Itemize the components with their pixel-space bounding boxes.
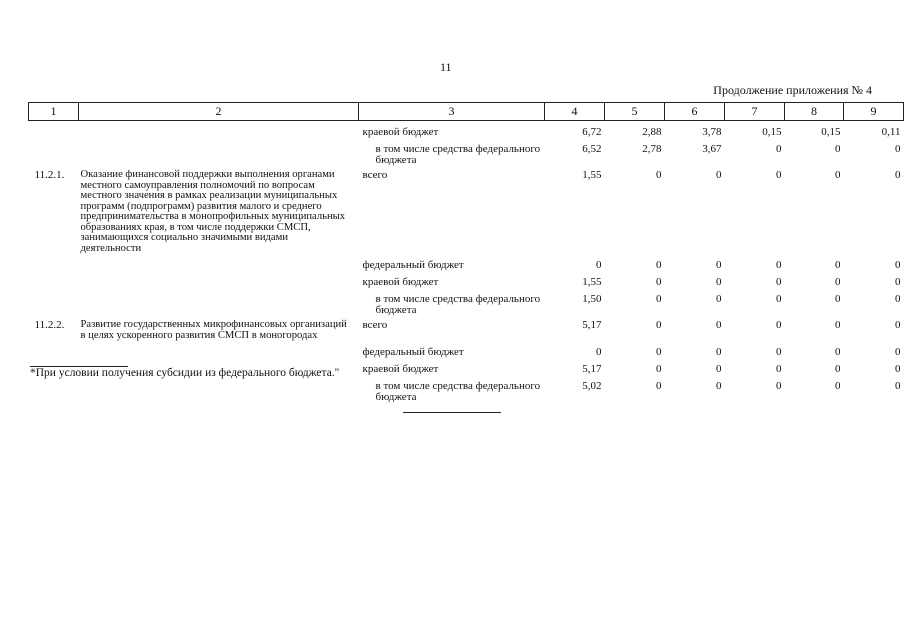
value-cell: 3,67 bbox=[702, 143, 722, 155]
value-cell: 0 bbox=[656, 363, 662, 375]
value-cell: 0 bbox=[776, 319, 782, 331]
table-row bbox=[29, 121, 904, 139]
value-cell: 0 bbox=[656, 293, 662, 305]
value-cell: 0 bbox=[776, 143, 782, 155]
value-cell: 0 bbox=[776, 346, 782, 358]
row-description bbox=[79, 138, 359, 166]
row-description: Развитие государственных микрофинансовых организаций в целях ускоренного развития СМСП в моногородах bbox=[80, 319, 347, 341]
value-cell: 0 bbox=[835, 363, 841, 375]
value-cell: 5,02 bbox=[582, 380, 602, 392]
table-row bbox=[29, 375, 904, 403]
value-cell: 0 bbox=[716, 319, 722, 331]
table-row bbox=[29, 254, 904, 271]
table-body bbox=[29, 121, 904, 404]
row-code: 11.2.2. bbox=[34, 319, 65, 331]
row-description bbox=[79, 254, 359, 271]
funding-source: всего bbox=[362, 169, 388, 181]
value-cell: 0 bbox=[776, 259, 782, 271]
value-cell: 0 bbox=[656, 319, 662, 331]
value-cell: 0 bbox=[716, 380, 722, 392]
funding-source: в том числе средства федерального бюджета bbox=[375, 143, 541, 166]
column-header: 1 bbox=[29, 103, 79, 121]
funding-source: в том числе средства федерального бюджета bbox=[375, 293, 541, 316]
funding-source: федеральный бюджет bbox=[362, 346, 464, 358]
continuation-label: Продолжение приложения № 4 bbox=[713, 83, 872, 97]
value-cell: 0 bbox=[656, 169, 662, 181]
value-cell: 0 bbox=[835, 293, 841, 305]
value-cell: 0 bbox=[895, 293, 901, 305]
column-header: 9 bbox=[844, 103, 904, 121]
value-cell: 0 bbox=[656, 259, 662, 271]
value-cell: 2,78 bbox=[642, 143, 662, 155]
column-header: 7 bbox=[725, 103, 785, 121]
value-cell: 0 bbox=[835, 319, 841, 331]
value-cell: 0 bbox=[895, 143, 901, 155]
value-cell: 0 bbox=[776, 380, 782, 392]
value-cell: 0 bbox=[716, 293, 722, 305]
value-cell: 0 bbox=[596, 346, 602, 358]
value-cell: 0 bbox=[895, 346, 901, 358]
value-cell: 0 bbox=[716, 169, 722, 181]
value-cell: 0 bbox=[835, 169, 841, 181]
value-cell: 3,78 bbox=[702, 126, 722, 138]
value-cell: 2,88 bbox=[642, 126, 662, 138]
row-description: Оказание финансовой поддержки выполнения органами местного самоуправления полномочий по вопросам местного значения в рамках реализации муниципальных программ (подпрограмм) развития малого и среднего предпринимательства в монопрофильных муниципальных образованиях края, в том числе поддержки СМСП, занимающихся социально значимыми видами деятельности bbox=[80, 169, 346, 254]
row-description bbox=[79, 288, 359, 316]
column-header: 3 bbox=[359, 103, 545, 121]
value-cell: 0 bbox=[596, 259, 602, 271]
funding-source: краевой бюджет bbox=[362, 276, 439, 288]
table-row bbox=[29, 138, 904, 166]
funding-source: краевой бюджет bbox=[362, 126, 439, 138]
table-header-row bbox=[29, 103, 904, 121]
value-cell: 0,15 bbox=[821, 126, 841, 138]
end-rule bbox=[403, 412, 501, 413]
table-row bbox=[29, 341, 904, 358]
value-cell: 1,50 bbox=[582, 293, 602, 305]
row-description bbox=[79, 121, 359, 139]
row-code bbox=[29, 271, 79, 288]
funding-source: всего bbox=[362, 319, 388, 331]
value-cell: 0 bbox=[895, 380, 901, 392]
table-row bbox=[29, 316, 904, 341]
value-cell: 1,55 bbox=[582, 169, 602, 181]
row-description bbox=[79, 271, 359, 288]
funding-source: краевой бюджет bbox=[362, 363, 439, 375]
funding-source: в том числе средства федерального бюджета bbox=[375, 380, 541, 403]
value-cell: 0 bbox=[895, 319, 901, 331]
value-cell: 0 bbox=[716, 259, 722, 271]
value-cell: 0 bbox=[716, 276, 722, 288]
column-header: 4 bbox=[545, 103, 605, 121]
footnote: *При условии получения субсидии из федерального бюджета." bbox=[30, 367, 340, 379]
value-cell: 0 bbox=[895, 276, 901, 288]
table-row bbox=[29, 166, 904, 254]
value-cell: 1,55 bbox=[582, 276, 602, 288]
table-row bbox=[29, 288, 904, 316]
row-description bbox=[79, 375, 359, 403]
column-header: 6 bbox=[665, 103, 725, 121]
column-header: 8 bbox=[785, 103, 844, 121]
value-cell: 0 bbox=[895, 363, 901, 375]
value-cell: 0 bbox=[656, 380, 662, 392]
value-cell: 0,11 bbox=[881, 126, 901, 138]
value-cell: 0 bbox=[656, 346, 662, 358]
funding-source: федеральный бюджет bbox=[362, 259, 464, 271]
row-description bbox=[79, 341, 359, 358]
value-cell: 0 bbox=[835, 259, 841, 271]
row-code bbox=[29, 375, 79, 403]
row-code bbox=[29, 341, 79, 358]
value-cell: 0 bbox=[835, 346, 841, 358]
column-header: 2 bbox=[79, 103, 359, 121]
value-cell: 0 bbox=[835, 380, 841, 392]
row-code bbox=[29, 121, 79, 139]
value-cell: 6,72 bbox=[582, 126, 602, 138]
value-cell: 0 bbox=[776, 363, 782, 375]
value-cell: 0 bbox=[895, 259, 901, 271]
value-cell: 5,17 bbox=[582, 363, 602, 375]
page-number: 11 bbox=[440, 60, 452, 74]
value-cell: 0,15 bbox=[762, 126, 782, 138]
value-cell: 0 bbox=[895, 169, 901, 181]
value-cell: 0 bbox=[776, 293, 782, 305]
value-cell: 0 bbox=[716, 346, 722, 358]
column-header: 5 bbox=[605, 103, 665, 121]
budget-table bbox=[28, 102, 904, 403]
value-cell: 0 bbox=[776, 276, 782, 288]
row-code bbox=[29, 138, 79, 166]
value-cell: 6,52 bbox=[582, 143, 602, 155]
value-cell: 0 bbox=[716, 363, 722, 375]
value-cell: 5,17 bbox=[582, 319, 602, 331]
value-cell: 0 bbox=[835, 143, 841, 155]
value-cell: 0 bbox=[656, 276, 662, 288]
table-row bbox=[29, 271, 904, 288]
row-code bbox=[29, 288, 79, 316]
row-code bbox=[29, 254, 79, 271]
value-cell: 0 bbox=[776, 169, 782, 181]
value-cell: 0 bbox=[835, 276, 841, 288]
row-code: 11.2.1. bbox=[34, 169, 65, 181]
